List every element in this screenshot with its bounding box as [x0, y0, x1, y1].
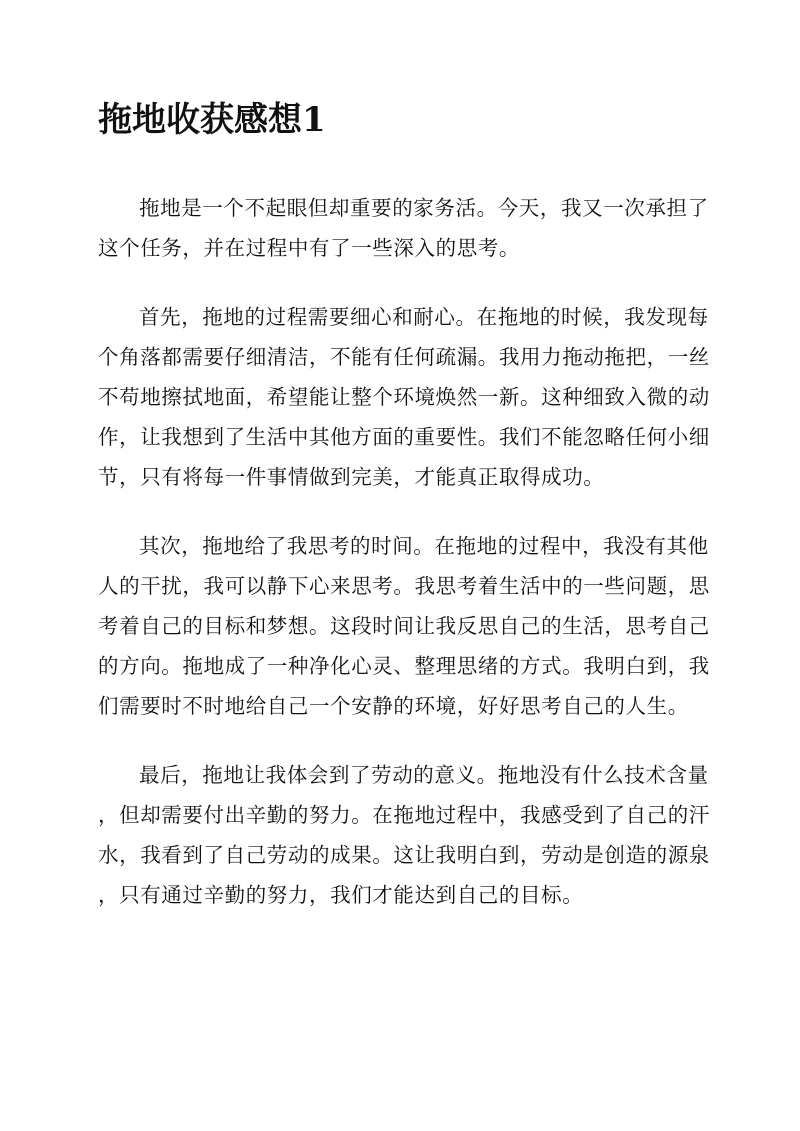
text-line: 最后，拖地让我体会到了劳动的意义。拖地没有什么技术含量 [139, 763, 709, 787]
text-line: 节，只有将每一件事情做到完美，才能真正取得成功。 [98, 465, 605, 489]
text-line: ，只有通过辛勤的努力，我们才能达到自己的目标。 [98, 883, 584, 907]
document-title: 拖地收获感想1 [98, 100, 326, 140]
text-line: 拖地是一个不起眼但却重要的家务活。今天，我又一次承担了 [139, 196, 709, 220]
text-line: 不苟地擦拭地面，希望能让整个环境焕然一新。这种细致入微的动 [98, 385, 710, 409]
text-line: 的方向。拖地成了一种净化心灵、整理思绪的方式。我明白到，我 [98, 654, 710, 678]
text-line: 其次，拖地给了我思考的时间。在拖地的过程中，我没有其他 [139, 534, 709, 558]
document-body [98, 188, 710, 944]
paragraph-4 [98, 755, 710, 915]
text-line: 作，让我想到了生活中其他方面的重要性。我们不能忽略任何小细 [98, 425, 710, 449]
text-line: 这个任务，并在过程中有了一些深入的思考。 [98, 236, 520, 260]
text-line: 个角落都需要仔细清洁，不能有任何疏漏。我用力拖动拖把，一丝 [98, 345, 710, 369]
paragraph-3 [98, 526, 710, 726]
paragraph-1 [98, 188, 709, 268]
text-line: ，但却需要付出辛勤的努力。在拖地过程中，我感受到了自己的汗 [98, 803, 710, 827]
text-line: 考着自己的目标和梦想。这段时间让我反思自己的生活，思考自己 [98, 614, 710, 638]
text-line: 首先，拖地的过程需要细心和耐心。在拖地的时候，我发现每 [139, 305, 709, 329]
text-line: 水，我看到了自己劳动的成果。这让我明白到，劳动是创造的源泉 [98, 843, 710, 867]
text-line: 们需要时不时地给自己一个安静的环境，好好思考自己的人生。 [98, 694, 689, 718]
text-line: 人的干扰，我可以静下心来思考。我思考着生活中的一些问题，思 [98, 574, 710, 598]
paragraph-2 [98, 297, 710, 497]
